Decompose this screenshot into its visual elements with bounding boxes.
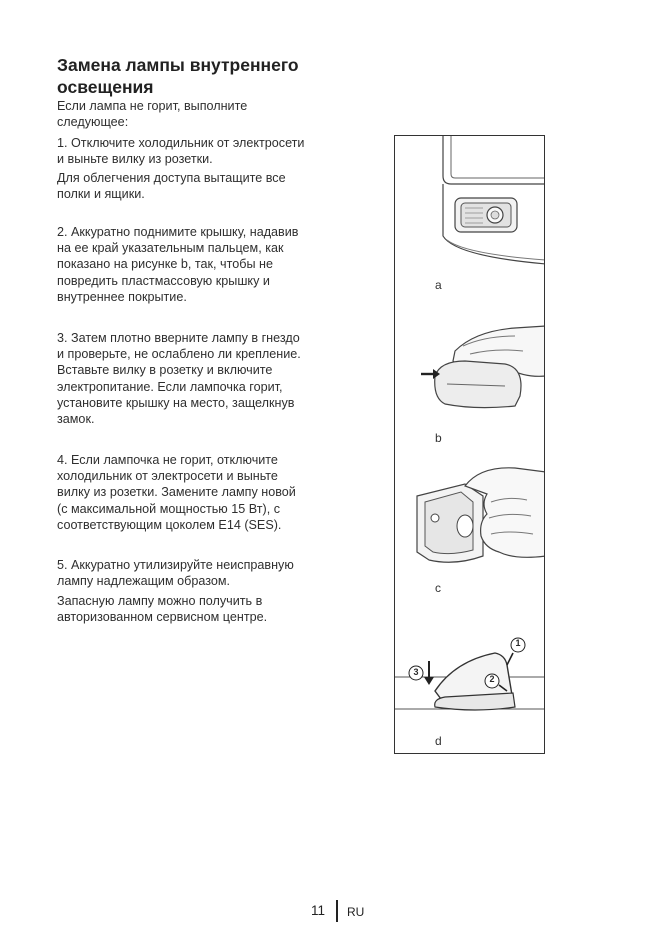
callout-2: 2 — [489, 674, 495, 684]
step-1-text: 1. Отключите холодильник от электросети и выньте вилку из розетки. — [57, 136, 305, 167]
step-3-text: 3. Затем плотно вверните лампу в гнездо и проверьте, не ослаблено ли крепление. Вставьте вилку в розетку и включите электропитание. Если лампочка горит, установите крышку на место, защелкнув замок. — [57, 331, 301, 427]
figure-c-replacing-lamp — [395, 456, 545, 596]
step-1-note: Для облегчения доступа вытащите все полки и ящики. — [57, 171, 286, 202]
page-number: 11 — [311, 903, 326, 918]
language-code: RU — [347, 905, 365, 919]
figure-b-lifting-cover — [395, 306, 545, 436]
figure-a-lamp-housing — [395, 136, 545, 296]
callout-1: 1 — [515, 638, 521, 648]
illustration-panel — [394, 135, 545, 754]
spare-lamp-text: Запасную лампу можно получить в авторизованном сервисном центре. — [57, 594, 268, 625]
figure-label-c: c — [435, 581, 441, 595]
step-2-text: 2. Аккуратно поднимите крышку, надавив на ее край указательным пальцем, как показано на рисунке b, так, чтобы не повредить пластмассовую крышку и внутреннее покрытие. — [57, 225, 299, 304]
callout-3: 3 — [413, 667, 419, 677]
figure-label-d: d — [435, 734, 442, 748]
figure-d-closing-cover — [395, 631, 545, 741]
figure-label-a: a — [435, 278, 442, 292]
step-4-text: 4. Если лампочка не горит, отключите холодильник от электросети и выньте вилку из розетки. Замените лампу новой (с максимальной мощностью 15 Вт), с соответствующим цоколем Е14 (SES). — [57, 453, 296, 532]
step-5-text: 5. Аккуратно утилизируйте неисправную лампу надлежащим образом. — [57, 558, 294, 589]
section-title: Замена лампы внутреннего освещения — [57, 55, 299, 97]
footer-divider — [336, 900, 338, 922]
intro-text: Если лампа не горит, выполните следующее: — [57, 99, 248, 130]
figure-label-b: b — [435, 431, 442, 445]
